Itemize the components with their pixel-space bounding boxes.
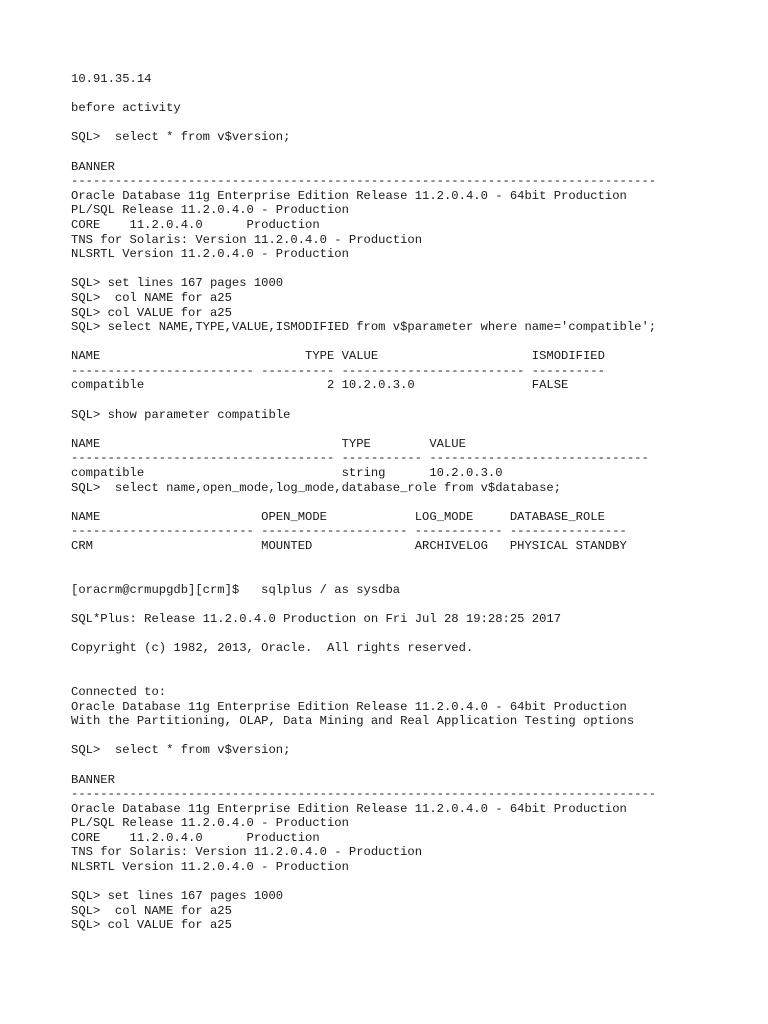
text-line: Connected to: <box>71 684 167 699</box>
text-line: CORE 11.2.0.4.0 Production <box>71 830 320 845</box>
blank-line <box>71 627 656 642</box>
text-line: SQL> set lines 167 pages 1000 <box>71 276 284 291</box>
text-line: SQL*Plus: Release 11.2.0.4.0 Production on Fri Jul 28 19:28:25 2017 <box>71 611 562 626</box>
text-line: NAME TYPE VALUE ISMODIFIED <box>71 349 605 364</box>
text-line: [oracrm@crmupgdb][crm]$ sqlplus / as sysdba <box>71 582 401 597</box>
text-line: SQL> select NAME,TYPE,VALUE,ISMODIFIED from v$parameter where name='compatible'; <box>71 320 657 335</box>
text-line: NAME OPEN_MODE LOG_MODE DATABASE_ROLE <box>71 509 605 524</box>
text-line: Oracle Database 11g Enterprise Edition Release 11.2.0.4.0 - 64bit Production <box>71 699 627 714</box>
blank-line <box>71 335 656 350</box>
text-line: BANNER <box>71 772 115 787</box>
blank-line <box>71 87 656 102</box>
text-line: ------------------------------------ ----------- ------------------------------ <box>71 451 649 466</box>
text-line: -------------------------------------------------------------------------------- <box>71 174 657 189</box>
blank-line <box>71 656 656 671</box>
text-line: With the Partitioning, OLAP, Data Mining and Real Application Testing options <box>71 714 635 729</box>
text-line: NLSRTL Version 11.2.0.4.0 - Production <box>71 247 349 262</box>
text-line: TNS for Solaris: Version 11.2.0.4.0 - Production <box>71 232 423 247</box>
sqlplus-session-log <box>71 72 656 933</box>
text-line: before activity <box>71 101 181 116</box>
blank-line <box>71 422 656 437</box>
text-line: BANNER <box>71 159 115 174</box>
blank-line <box>71 597 656 612</box>
text-line: ------------------------- -------------------- ------------ ---------------- <box>71 524 627 539</box>
text-line: NLSRTL Version 11.2.0.4.0 - Production <box>71 860 349 875</box>
blank-line <box>71 262 656 277</box>
text-line: CRM MOUNTED ARCHIVELOG PHYSICAL STANDBY <box>71 539 627 553</box>
text-line: Oracle Database 11g Enterprise Edition Release 11.2.0.4.0 - 64bit Production <box>71 801 627 816</box>
blank-line <box>71 875 656 890</box>
text-line: CORE 11.2.0.4.0 Production <box>71 217 320 232</box>
blank-line <box>71 145 656 160</box>
text-line: ------------------------- ---------- ------------------------- ---------- <box>71 363 605 378</box>
text-line: SQL> set lines 167 pages 1000 <box>71 889 284 904</box>
text-line: 10.91.35.14 <box>71 72 152 86</box>
blank-line <box>71 116 656 131</box>
blank-line <box>71 568 656 583</box>
text-line: SQL> col VALUE for a25 <box>71 305 232 320</box>
blank-line <box>71 670 656 685</box>
blank-line <box>71 554 656 569</box>
text-line: Copyright (c) 1982, 2013, Oracle. All rights reserved. <box>71 641 474 656</box>
text-line: SQL> select * from v$version; <box>71 743 291 758</box>
text-line: compatible 2 10.2.0.3.0 FALSE <box>71 378 569 393</box>
blank-line <box>71 393 656 408</box>
text-line: Oracle Database 11g Enterprise Edition Release 11.2.0.4.0 - 64bit Production <box>71 188 627 203</box>
text-line: PL/SQL Release 11.2.0.4.0 - Production <box>71 816 349 831</box>
blank-line <box>71 758 656 773</box>
text-line: SQL> select * from v$version; <box>71 130 291 145</box>
blank-line <box>71 729 656 744</box>
blank-line <box>71 495 656 510</box>
text-line: SQL> col NAME for a25 <box>71 903 232 918</box>
text-line: -------------------------------------------------------------------------------- <box>71 787 657 802</box>
text-line: SQL> show parameter compatible <box>71 407 291 422</box>
text-line: SQL> col NAME for a25 <box>71 290 232 305</box>
text-line: TNS for Solaris: Version 11.2.0.4.0 - Production <box>71 845 423 860</box>
text-line: NAME TYPE VALUE <box>71 436 466 451</box>
text-line: PL/SQL Release 11.2.0.4.0 - Production <box>71 203 349 218</box>
text-line: SQL> select name,open_mode,log_mode,database_role from v$database; <box>71 480 562 495</box>
text-line: compatible string 10.2.0.3.0 <box>71 466 503 481</box>
text-line: SQL> col VALUE for a25 <box>71 918 232 933</box>
